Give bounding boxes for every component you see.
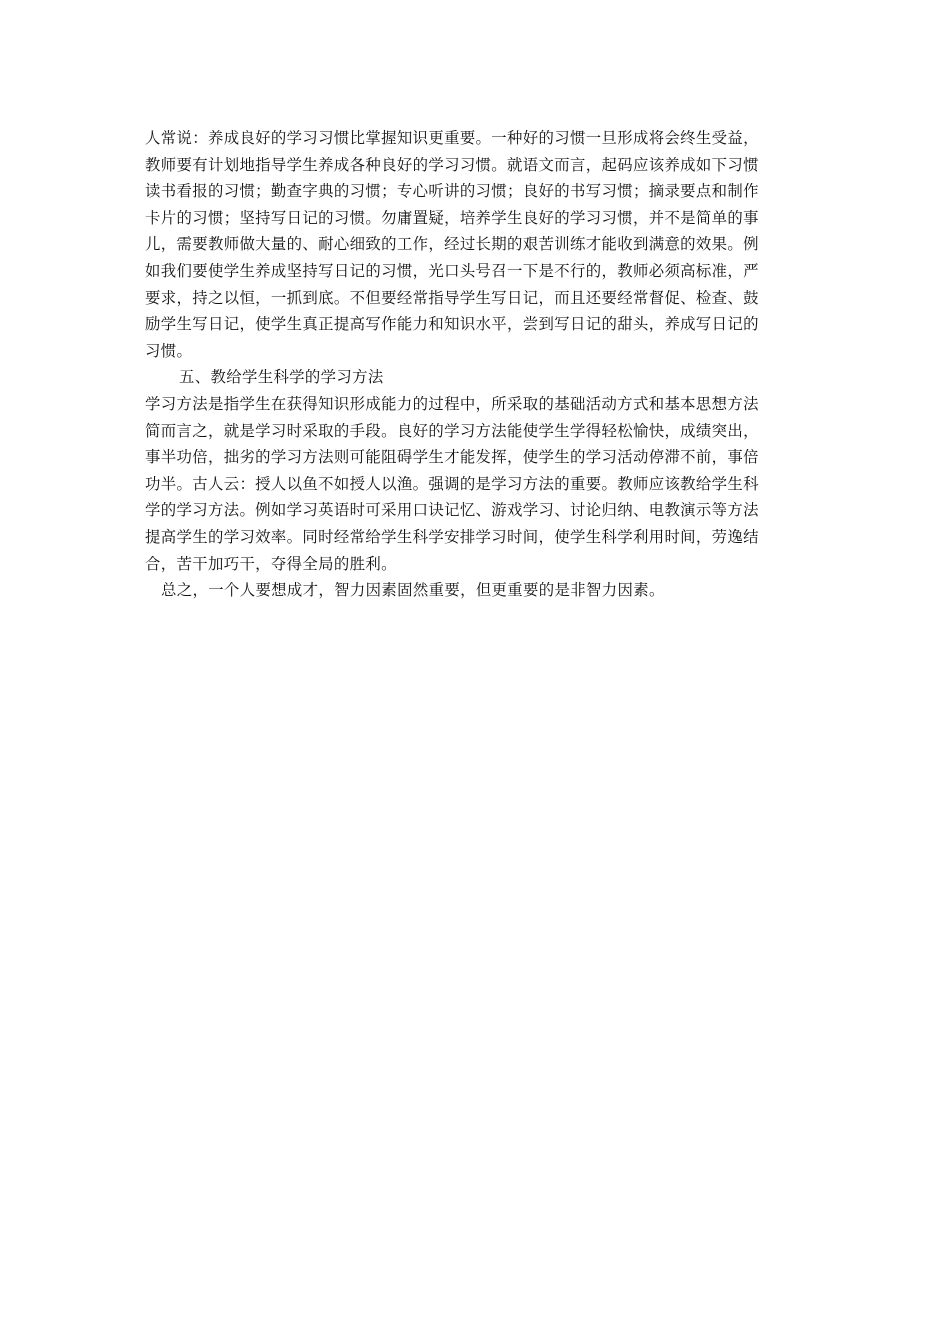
text-line: 教师要有计划地指导学生养成各种良好的学习习惯。就语文而言，起码应该养成如下习惯 (145, 155, 759, 174)
text-line: 学习方法是指学生在获得知识形成能力的过程中，所采取的基础活动方式和基本思想方法 (145, 394, 759, 413)
document-body (145, 125, 810, 604)
text-line: 儿，需要教师做大量的、耐心细致的工作，经过长期的艰苦训练才能收到满意的效果。例 (145, 235, 759, 254)
paragraph-study-methods (145, 391, 810, 577)
text-line: 合，苦干加巧干，夺得全局的胜利。 (145, 554, 397, 573)
text-line: 励学生写日记，使学生真正提高写作能力和知识水平，尝到写日记的甜头，养成写日记的 (145, 315, 759, 334)
text-line: 学的学习方法。例如学习英语时可采用口诀记忆、游戏学习、讨论归纳、电教演示等方法 (145, 501, 759, 520)
text-line: 功半。古人云：授人以鱼不如授人以渔。强调的是学习方法的重要。教师应该教给学生科 (145, 474, 759, 493)
text-line: 事半功倍，拙劣的学习方法则可能阻碍学生才能发挥，使学生的学习活动停滞不前，事倍 (145, 448, 759, 467)
text-line: 卡片的习惯；坚持写日记的习惯。勿庸置疑，培养学生良好的学习习惯，并不是简单的事 (145, 208, 759, 227)
text-line: 如我们要使学生养成坚持写日记的习惯，光口头号召一下是不行的，教师必须高标准，严 (145, 261, 759, 280)
text-line: 读书看报的习惯；勤查字典的习惯；专心听讲的习惯；良好的书写习惯；摘录要点和制作 (145, 182, 759, 201)
text-line: 简而言之，就是学习时采取的手段。良好的学习方法能使学生学得轻松愉快，成绩突出， (145, 421, 759, 440)
text-line: 提高学生的学习效率。同时经常给学生科学安排学习时间，使学生科学利用时间，劳逸结 (145, 527, 759, 546)
text-line: 要求，持之以恒，一抓到底。不但要经常指导学生写日记，而且还要经常督促、检查、鼓 (145, 288, 759, 307)
section-heading-text: 五、教给学生科学的学习方法 (179, 368, 384, 387)
paragraph-conclusion (145, 577, 810, 604)
paragraph-study-habits (145, 125, 810, 364)
text-line: 人常说：养成良好的学习习惯比掌握知识更重要。一种好的习惯一旦形成将会终生受益， (145, 129, 759, 147)
section-heading-5 (145, 364, 810, 391)
conclusion-text: 总之，一个人要想成才，智力因素固然重要，但更重要的是非智力因素。 (161, 581, 665, 600)
text-line: 习惯。 (145, 341, 193, 360)
